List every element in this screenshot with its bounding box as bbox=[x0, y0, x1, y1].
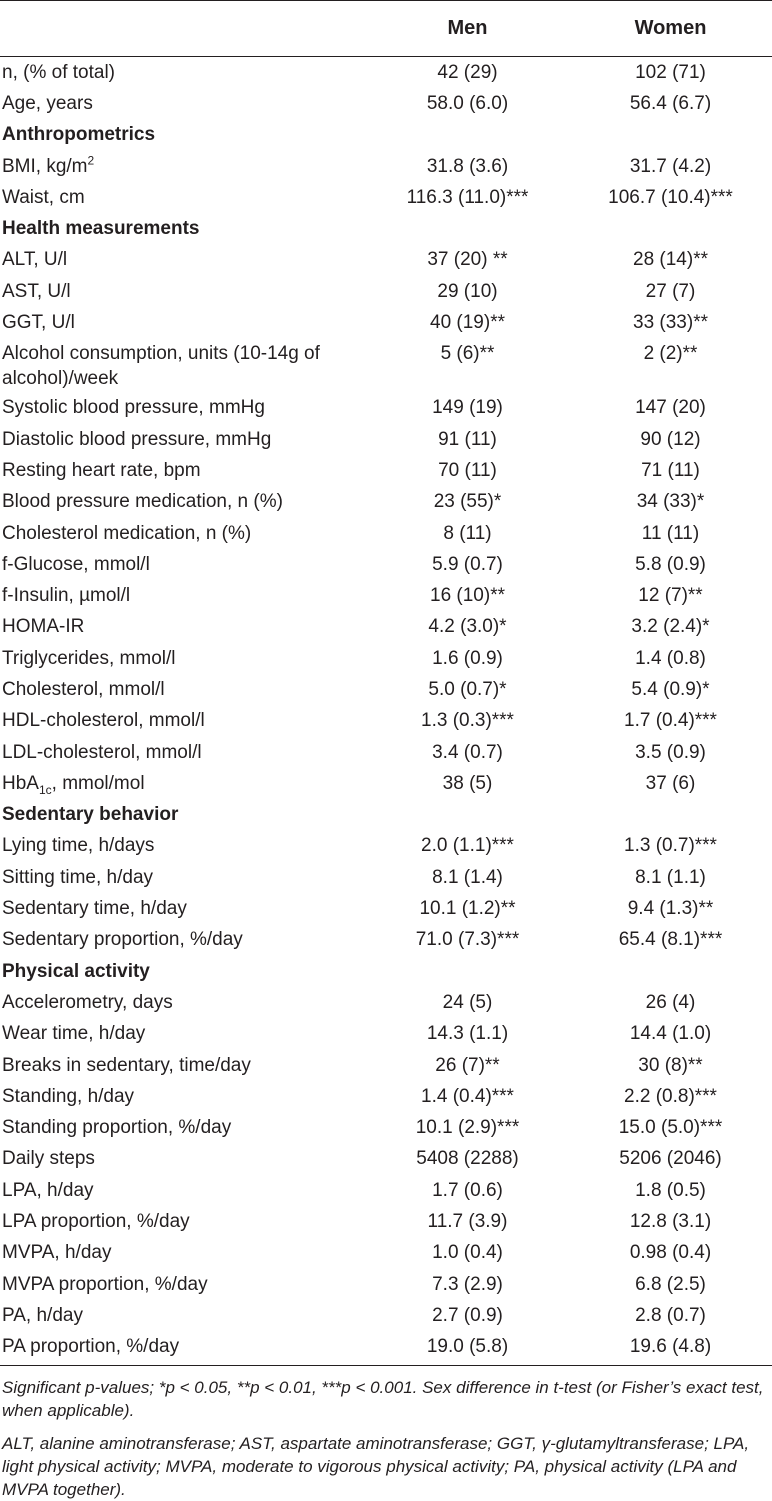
cell-women: 11 (11) bbox=[641, 522, 700, 544]
cell-men: 38 (5) bbox=[442, 772, 493, 794]
cell-men: 26 (7)** bbox=[435, 1054, 500, 1076]
section-heading: Anthropometrics bbox=[2, 124, 156, 146]
table-row bbox=[0, 925, 772, 956]
row-label: f-Insulin, µmol/l bbox=[2, 585, 131, 607]
cell-women: 30 (8)** bbox=[638, 1054, 703, 1076]
table-row bbox=[0, 674, 772, 705]
table-row bbox=[0, 182, 772, 213]
cell-men: 2.7 (0.9) bbox=[432, 1304, 503, 1326]
row-label: n, (% of total) bbox=[2, 61, 115, 83]
table-row bbox=[0, 276, 772, 307]
row-label-cell bbox=[0, 893, 366, 924]
cell-men: 2.0 (1.1)*** bbox=[421, 835, 514, 857]
cell-men: 116.3 (11.0)*** bbox=[406, 186, 529, 208]
cell-women: 5.8 (0.9) bbox=[635, 553, 706, 575]
cell-women: 5.4 (0.9)* bbox=[631, 678, 710, 700]
cell-women: 37 (6) bbox=[645, 772, 696, 794]
cell-men: 14.3 (1.1) bbox=[426, 1023, 509, 1045]
row-label-cell bbox=[0, 1238, 366, 1269]
section-heading: Sedentary behavior bbox=[2, 804, 179, 826]
section-row bbox=[0, 120, 772, 151]
cell-women: 71 (11) bbox=[641, 459, 700, 481]
cell-women: 1.7 (0.4)*** bbox=[624, 710, 717, 732]
row-label-cell bbox=[0, 88, 366, 119]
table-row bbox=[0, 1019, 772, 1050]
table-row bbox=[0, 518, 772, 549]
table-row bbox=[0, 706, 772, 737]
section-row bbox=[0, 213, 772, 244]
section-row bbox=[0, 956, 772, 987]
cell-women: 6.8 (2.5) bbox=[635, 1273, 706, 1295]
row-label: Age, years bbox=[2, 92, 93, 114]
row-label-cell bbox=[0, 1269, 366, 1300]
cell-men: 58.0 (6.0) bbox=[426, 92, 509, 114]
cell-women: 0.98 (0.4) bbox=[629, 1242, 712, 1264]
row-label-cell bbox=[0, 307, 366, 338]
cell-women: 12.8 (3.1) bbox=[629, 1211, 712, 1233]
row-label: LDL-cholesterol, mmol/l bbox=[2, 741, 202, 763]
section-heading: Physical activity bbox=[2, 960, 150, 982]
table-row bbox=[0, 424, 772, 455]
header-women: Women bbox=[569, 1, 772, 57]
cell-women: 1.3 (0.7)*** bbox=[624, 835, 717, 857]
row-label-cell bbox=[0, 1113, 366, 1144]
table-row bbox=[0, 57, 772, 89]
row-label-cell bbox=[0, 1175, 366, 1206]
cell-women: 26 (4) bbox=[645, 991, 696, 1013]
row-label-cell bbox=[0, 1300, 366, 1331]
row-label: BMI, kg/m bbox=[2, 155, 88, 177]
cell-women: 3.2 (2.4)* bbox=[631, 616, 710, 638]
table-row bbox=[0, 737, 772, 768]
row-label-cell bbox=[0, 1019, 366, 1050]
row-label: Waist, cm bbox=[2, 186, 85, 208]
row-label: HDL-cholesterol, mmol/l bbox=[2, 710, 205, 732]
row-label-cell bbox=[0, 580, 366, 611]
row-label: Wear time, h/day bbox=[2, 1023, 146, 1045]
cell-men: 42 (29) bbox=[437, 61, 498, 83]
row-label-cell bbox=[0, 1081, 366, 1112]
cell-men: 8 (11) bbox=[443, 522, 492, 544]
table-row bbox=[0, 393, 772, 424]
table-row bbox=[0, 987, 772, 1018]
table-row bbox=[0, 862, 772, 893]
row-label-cell bbox=[0, 339, 366, 393]
cell-men: 5 (6)** bbox=[440, 342, 495, 364]
cell-women: 33 (33)** bbox=[633, 312, 708, 334]
cell-men: 4.2 (3.0)* bbox=[428, 616, 507, 638]
table-row bbox=[0, 88, 772, 119]
cell-men: 31.8 (3.6) bbox=[426, 155, 509, 177]
row-label: HOMA-IR bbox=[2, 616, 85, 638]
row-label-cell bbox=[0, 487, 366, 518]
table-row bbox=[0, 1238, 772, 1269]
cell-men: 91 (11) bbox=[438, 428, 497, 450]
cell-women: 3.5 (0.9) bbox=[635, 741, 706, 763]
table-row bbox=[0, 1113, 772, 1144]
row-label-cell bbox=[0, 1206, 366, 1237]
header-men: Men bbox=[366, 1, 569, 57]
cell-women: 2.8 (0.7) bbox=[635, 1304, 706, 1326]
cell-women: 102 (71) bbox=[635, 61, 706, 83]
row-label-cell bbox=[0, 549, 366, 580]
row-label: Systolic blood pressure, mmHg bbox=[2, 397, 265, 419]
row-label-cell bbox=[0, 612, 366, 643]
row-label: Sedentary time, h/day bbox=[2, 898, 187, 920]
cell-women: 5206 (2046) bbox=[619, 1148, 722, 1170]
table-body bbox=[0, 57, 772, 1366]
cell-men: 70 (11) bbox=[438, 459, 497, 481]
row-label: Diastolic blood pressure, mmHg bbox=[2, 428, 272, 450]
cell-men: 10.1 (2.9)*** bbox=[415, 1117, 520, 1139]
cell-men: 1.0 (0.4) bbox=[432, 1242, 503, 1264]
row-label-cell bbox=[0, 276, 366, 307]
row-label: ALT, U/l bbox=[2, 249, 68, 271]
row-label: LPA, h/day bbox=[2, 1179, 94, 1201]
table-row bbox=[0, 1300, 772, 1331]
row-label-cell bbox=[0, 925, 366, 956]
table-row bbox=[0, 487, 772, 518]
cell-women: 65.4 (8.1)*** bbox=[618, 929, 723, 951]
row-label-cell bbox=[0, 424, 366, 455]
row-label: Standing, h/day bbox=[2, 1085, 135, 1107]
cell-men: 16 (10)** bbox=[430, 585, 505, 607]
row-label-cell bbox=[0, 1050, 366, 1081]
table-row bbox=[0, 151, 772, 182]
row-label-cell bbox=[0, 831, 366, 862]
cell-men: 1.6 (0.9) bbox=[432, 647, 503, 669]
table-row bbox=[0, 831, 772, 862]
cell-women: 28 (14)** bbox=[633, 249, 708, 271]
table-row bbox=[0, 893, 772, 924]
row-label-cell bbox=[0, 455, 366, 486]
row-label-cell bbox=[0, 862, 366, 893]
row-label: Breaks in sedentary, time/day bbox=[2, 1054, 251, 1076]
row-label: MVPA proportion, %/day bbox=[2, 1273, 208, 1295]
row-label-cell bbox=[0, 737, 366, 768]
row-label-cell bbox=[0, 643, 366, 674]
row-label-cell bbox=[0, 393, 366, 424]
table-row bbox=[0, 1144, 772, 1175]
table-row bbox=[0, 643, 772, 674]
row-label: AST, U/l bbox=[2, 280, 71, 302]
row-label-cell bbox=[0, 245, 366, 276]
row-label: GGT, U/l bbox=[2, 312, 75, 334]
row-label: Cholesterol medication, n (%) bbox=[2, 522, 252, 544]
cell-women: 14.4 (1.0) bbox=[629, 1023, 712, 1045]
cell-men: 29 (10) bbox=[437, 280, 498, 302]
row-label: Triglycerides, mmol/l bbox=[2, 647, 176, 669]
table-row bbox=[0, 580, 772, 611]
cell-men: 5.9 (0.7) bbox=[432, 553, 503, 575]
header-label bbox=[0, 1, 366, 57]
label-subscript: 1c bbox=[38, 782, 52, 797]
cell-women: 8.1 (1.1) bbox=[635, 866, 706, 888]
cell-women: 12 (7)** bbox=[638, 585, 703, 607]
cell-women: 15.0 (5.0)*** bbox=[618, 1117, 723, 1139]
cell-men: 5.0 (0.7)* bbox=[428, 678, 507, 700]
cell-men: 5408 (2288) bbox=[416, 1148, 519, 1170]
row-label: Blood pressure medication, n (%) bbox=[2, 491, 283, 513]
cell-women: 2.2 (0.8)*** bbox=[624, 1085, 717, 1107]
row-label-cell bbox=[0, 57, 366, 89]
row-label: LPA proportion, %/day bbox=[2, 1211, 190, 1233]
cell-men: 1.7 (0.6) bbox=[432, 1179, 503, 1201]
cell-women: 90 (12) bbox=[640, 428, 701, 450]
footnote-abbreviations: ALT, alanine aminotransferase; AST, aspartate aminotransferase; GGT, γ-glutamyltransferase; LPA, light physical activity; MVPA, moderate to vigorous physical activity; PA, physical activity (LPA and MVPA together). bbox=[2, 1433, 750, 1499]
cell-women: 1.4 (0.8) bbox=[635, 647, 706, 669]
cell-men: 149 (19) bbox=[432, 397, 503, 419]
table-row bbox=[0, 1269, 772, 1300]
cell-women: 27 (7) bbox=[645, 280, 696, 302]
row-label: Standing proportion, %/day bbox=[2, 1117, 232, 1139]
cell-women: 106.7 (10.4)*** bbox=[608, 186, 733, 208]
cell-men: 37 (20) ** bbox=[427, 249, 508, 271]
cell-women: 1.8 (0.5) bbox=[635, 1179, 706, 1201]
cell-men: 71.0 (7.3)*** bbox=[415, 929, 520, 951]
cell-men: 7.3 (2.9) bbox=[432, 1273, 503, 1295]
row-label: Sitting time, h/day bbox=[2, 866, 154, 888]
cell-men: 1.4 (0.4)*** bbox=[421, 1085, 514, 1107]
row-label: Alcohol consumption, units (10-14g of alcohol)/week bbox=[2, 342, 320, 389]
row-label-cell bbox=[0, 1144, 366, 1175]
row-label-cell bbox=[0, 1332, 366, 1366]
cell-men: 19.0 (5.8) bbox=[366, 1332, 569, 1366]
table-row bbox=[0, 455, 772, 486]
section-heading: Health measurements bbox=[2, 218, 200, 240]
cell-men: 10.1 (1.2)** bbox=[419, 898, 516, 920]
cell-women: 56.4 (6.7) bbox=[629, 92, 712, 114]
row-label: MVPA, h/day bbox=[2, 1242, 112, 1264]
row-label: HbA bbox=[2, 772, 39, 794]
table-row bbox=[0, 768, 772, 799]
row-label-cell bbox=[0, 182, 366, 213]
section-row bbox=[0, 800, 772, 831]
row-label-cell bbox=[0, 768, 366, 799]
row-label: f-Glucose, mmol/l bbox=[2, 553, 150, 575]
cell-men: 3.4 (0.7) bbox=[432, 741, 503, 763]
table-row bbox=[0, 245, 772, 276]
cell-men: 11.7 (3.9) bbox=[427, 1211, 508, 1233]
row-label: Accelerometry, days bbox=[2, 991, 173, 1013]
row-label: Sedentary proportion, %/day bbox=[2, 929, 243, 951]
table-row bbox=[0, 549, 772, 580]
cell-men: 23 (55)* bbox=[433, 491, 502, 513]
cell-women: 34 (33)* bbox=[636, 491, 705, 513]
row-label-cell bbox=[0, 674, 366, 705]
row-label-cell bbox=[0, 706, 366, 737]
cell-women: 2 (2)** bbox=[643, 342, 698, 364]
table-header bbox=[0, 1, 772, 57]
row-label: PA proportion, %/day bbox=[2, 1336, 180, 1358]
table-row bbox=[0, 1206, 772, 1237]
label-suffix: , mmol/mol bbox=[51, 772, 145, 794]
cell-women: 147 (20) bbox=[635, 397, 706, 419]
row-label: Cholesterol, mmol/l bbox=[2, 678, 165, 700]
cell-men: 8.1 (1.4) bbox=[432, 866, 503, 888]
header-row bbox=[0, 1, 772, 57]
table-row bbox=[0, 1175, 772, 1206]
table-row bbox=[0, 307, 772, 338]
row-label-cell bbox=[0, 518, 366, 549]
cell-men: 40 (19)** bbox=[430, 312, 505, 334]
table-row bbox=[0, 1050, 772, 1081]
row-label: Lying time, h/days bbox=[2, 835, 155, 857]
table-row bbox=[0, 1081, 772, 1112]
table-row bbox=[0, 339, 772, 393]
table-footnotes bbox=[0, 1366, 772, 1501]
cell-women: 9.4 (1.3)** bbox=[627, 898, 714, 920]
row-label: Resting heart rate, bpm bbox=[2, 459, 201, 481]
row-label: Daily steps bbox=[2, 1148, 95, 1170]
row-label: PA, h/day bbox=[2, 1304, 83, 1326]
table-row bbox=[0, 612, 772, 643]
cell-women: 19.6 (4.8) bbox=[569, 1332, 772, 1366]
label-superscript: 2 bbox=[87, 153, 95, 168]
cell-men: 1.3 (0.3)*** bbox=[421, 710, 514, 732]
footnote-significance: Significant p-values; *p < 0.05, **p < 0.01, ***p < 0.001. Sex difference in t-test (or Fisher’s exact test, when applicable). bbox=[2, 1377, 764, 1420]
row-label-cell bbox=[0, 987, 366, 1018]
cell-women: 31.7 (4.2) bbox=[629, 155, 712, 177]
row-label-cell bbox=[0, 151, 366, 182]
cell-men: 24 (5) bbox=[442, 991, 493, 1013]
table-row bbox=[0, 1332, 772, 1366]
